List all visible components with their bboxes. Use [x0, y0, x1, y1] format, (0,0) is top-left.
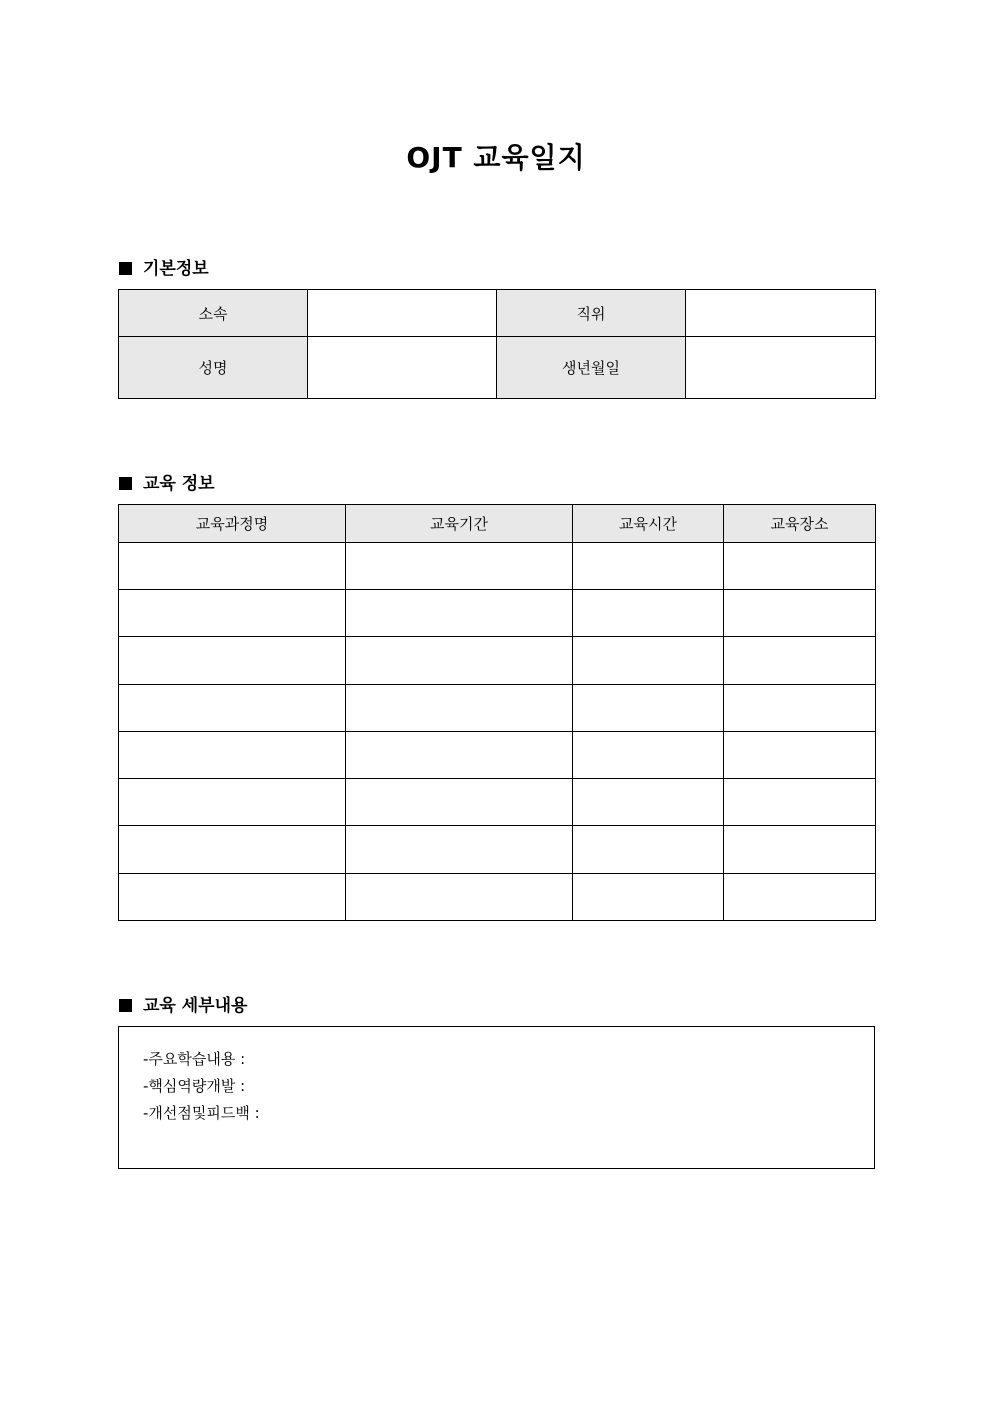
name-field[interactable] — [308, 337, 497, 399]
location-cell[interactable] — [724, 874, 876, 921]
position-label: 직위 — [497, 290, 686, 337]
education-info-table — [118, 504, 876, 921]
hours-cell[interactable] — [573, 637, 724, 685]
section-basic-info-heading — [119, 254, 209, 279]
improvement-feedback-line: -개선점및피드백 : — [143, 1104, 260, 1122]
hours-cell[interactable] — [573, 779, 724, 826]
location-cell[interactable] — [724, 826, 876, 874]
basic-info-table — [118, 289, 876, 399]
table-row — [119, 779, 876, 826]
table-row — [119, 685, 876, 732]
section-basic-info-label: 기본정보 — [143, 259, 209, 279]
hours-cell[interactable] — [573, 874, 724, 921]
birthdate-field[interactable] — [686, 337, 876, 399]
table-row — [119, 874, 876, 921]
section-education-detail-heading — [119, 991, 247, 1016]
period-cell[interactable] — [346, 590, 573, 637]
position-field[interactable] — [686, 290, 876, 337]
column-header-period: 교육기간 — [346, 505, 573, 543]
location-cell[interactable] — [724, 779, 876, 826]
course-name-cell[interactable] — [119, 637, 346, 685]
location-cell[interactable] — [724, 685, 876, 732]
hours-cell[interactable] — [573, 685, 724, 732]
table-row — [119, 637, 876, 685]
course-name-cell[interactable] — [119, 590, 346, 637]
section-education-detail-label: 교육 세부내용 — [143, 996, 248, 1016]
course-name-cell[interactable] — [119, 543, 346, 590]
period-cell[interactable] — [346, 637, 573, 685]
education-detail-box[interactable] — [118, 1026, 875, 1169]
main-learning-content-line: -주요학습내용 : — [143, 1050, 246, 1068]
course-name-cell[interactable] — [119, 779, 346, 826]
square-bullet-icon — [119, 999, 132, 1012]
course-name-cell[interactable] — [119, 874, 346, 921]
course-name-cell[interactable] — [119, 685, 346, 732]
section-education-info-label: 교육 정보 — [143, 474, 215, 494]
period-cell[interactable] — [346, 874, 573, 921]
column-header-location: 교육장소 — [724, 505, 876, 543]
location-cell[interactable] — [724, 637, 876, 685]
affiliation-field[interactable] — [308, 290, 497, 337]
affiliation-label: 소속 — [119, 290, 308, 337]
birthdate-label: 생년월일 — [497, 337, 686, 399]
table-row — [119, 590, 876, 637]
location-cell[interactable] — [724, 590, 876, 637]
period-cell[interactable] — [346, 685, 573, 732]
table-row — [119, 543, 876, 590]
name-label: 성명 — [119, 337, 308, 399]
document-title: OJT 교육일지 — [406, 141, 586, 174]
column-header-course-name: 교육과정명 — [119, 505, 346, 543]
location-cell[interactable] — [724, 543, 876, 590]
table-row — [119, 826, 876, 874]
table-row — [119, 732, 876, 779]
course-name-cell[interactable] — [119, 732, 346, 779]
period-cell[interactable] — [346, 826, 573, 874]
period-cell[interactable] — [346, 732, 573, 779]
period-cell[interactable] — [346, 543, 573, 590]
course-name-cell[interactable] — [119, 826, 346, 874]
hours-cell[interactable] — [573, 590, 724, 637]
core-competency-line: -핵심역량개발 : — [143, 1077, 246, 1095]
location-cell[interactable] — [724, 732, 876, 779]
column-header-hours: 교육시간 — [573, 505, 724, 543]
hours-cell[interactable] — [573, 732, 724, 779]
square-bullet-icon — [119, 262, 132, 275]
square-bullet-icon — [119, 477, 132, 490]
hours-cell[interactable] — [573, 826, 724, 874]
period-cell[interactable] — [346, 779, 573, 826]
section-education-info-heading — [119, 469, 215, 494]
hours-cell[interactable] — [573, 543, 724, 590]
